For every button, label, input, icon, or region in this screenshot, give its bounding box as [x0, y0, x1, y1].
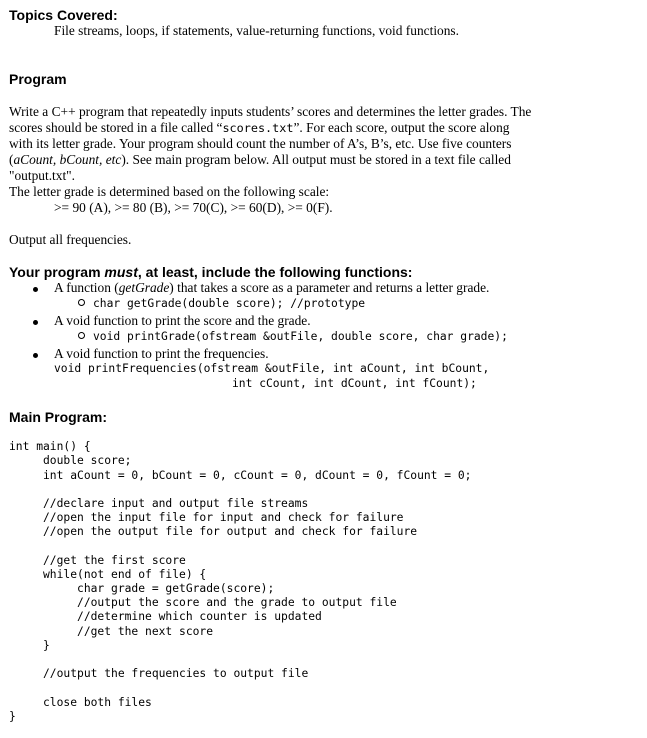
counter-names: aCount, bCount, etc	[13, 152, 122, 167]
requirement-1-pre: A function (	[54, 280, 119, 295]
scores-filename: scores.txt	[222, 121, 294, 135]
bullet-icon	[33, 287, 38, 292]
code-line: //open the input file for input and check for failure	[9, 511, 404, 525]
grade-scale: >= 90 (A), >= 80 (B), >= 70(C), >= 60(D), >= 0(F).	[54, 200, 333, 215]
requirements-heading-em: must	[104, 264, 138, 280]
scale-intro: The letter grade is determined based on the following scale:	[9, 184, 330, 199]
requirement-1	[54, 280, 489, 296]
bullet-icon	[33, 320, 38, 325]
code-line	[9, 540, 472, 554]
bullet-icon	[33, 353, 38, 358]
requirement-1-post: ) that takes a score as a parameter and returns a letter grade.	[169, 280, 490, 295]
program-line-1: Write a C++ program that repeatedly inputs students’ scores and determines the letter grades. The	[9, 104, 532, 119]
topics-text: File streams, loops, if statements, value-returning functions, void functions.	[54, 23, 459, 38]
requirement-1-code	[78, 297, 365, 311]
main-program-heading: Main Program:	[9, 409, 108, 425]
requirement-1-code-text: char getGrade(double score); //prototype	[93, 297, 366, 310]
code-line: double score;	[9, 454, 132, 468]
hollow-bullet-icon	[78, 299, 85, 306]
code-line: //output the frequencies to output file	[9, 667, 309, 681]
code-line: }	[9, 709, 16, 723]
requirement-2-code-text: void printGrade(ofstream &outFile, double score, char grade);	[93, 330, 508, 343]
requirement-3: A void function to print the frequencies.	[54, 346, 269, 361]
hollow-bullet-icon	[78, 332, 85, 339]
requirement-2: A void function to print the score and the grade.	[54, 313, 311, 328]
output-all-frequencies: Output all frequencies.	[9, 232, 132, 247]
code-line: //output the score and the grade to output file	[9, 596, 397, 610]
requirements-heading-suffix: , at least, include the following functions:	[137, 264, 413, 280]
code-line: //get the next score	[9, 624, 214, 638]
requirement-1-italic: getGrade	[118, 280, 170, 295]
code-line: int aCount = 0, bCount = 0, cCount = 0, dCount = 0, fCount = 0;	[9, 468, 472, 482]
requirement-2-code	[78, 330, 508, 344]
code-line: close both files	[9, 695, 152, 709]
code-line: }	[9, 638, 50, 652]
code-line: char grade = getGrade(score);	[9, 582, 275, 596]
code-line: //determine which counter is updated	[9, 610, 322, 624]
code-line: //get the first score	[9, 553, 186, 567]
code-line: int main() {	[9, 440, 91, 454]
program-line-2a: scores should be stored in a file called “	[9, 120, 223, 135]
code-line: //declare input and output file streams	[9, 496, 309, 510]
code-line	[9, 483, 472, 497]
code-line: while(not end of file) {	[9, 567, 207, 581]
program-line-2b: ”. For each score, output the score along	[293, 120, 510, 135]
requirements-heading	[9, 264, 412, 281]
program-line-5: "output.txt".	[9, 168, 75, 183]
requirements-heading-prefix: Your program	[9, 264, 105, 280]
program-heading: Program	[9, 71, 67, 87]
code-line	[9, 681, 472, 695]
requirement-3-code-1: void printFrequencies(ofstream &outFile, int aCount, int bCount,	[54, 362, 490, 375]
code-line: //open the output file for output and check for failure	[9, 525, 418, 539]
program-line-3: with its letter grade. Your program should count the number of A’s, B’s, etc. Use five counters	[9, 136, 512, 151]
requirement-3-code-2: int cCount, int dCount, int fCount);	[232, 377, 477, 390]
program-line-4b: ). See main program below. All output must be stored in a text file called	[121, 152, 511, 167]
main-program-code	[9, 426, 472, 738]
program-paragraph	[9, 88, 531, 184]
code-line	[9, 653, 472, 667]
topics-heading: Topics Covered:	[9, 7, 118, 23]
program-line-4a: (	[9, 152, 14, 167]
